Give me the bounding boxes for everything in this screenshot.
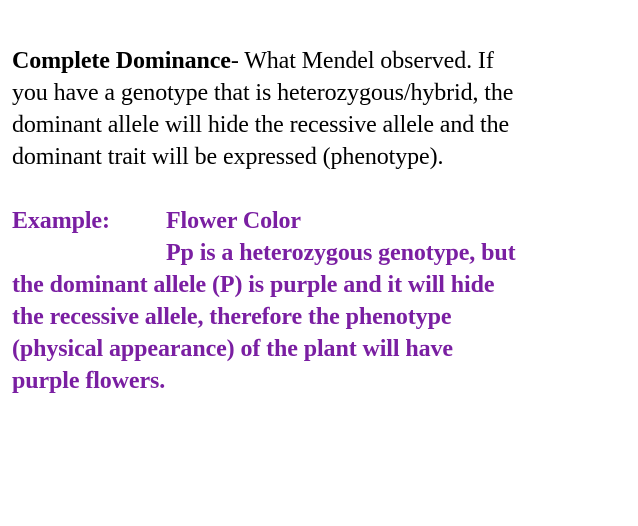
definition-term: Complete Dominance <box>12 48 231 74</box>
definition-line-1 <box>12 45 494 77</box>
example-line-3: the recessive allele, therefore the phenotype <box>12 304 452 330</box>
definition-line-1-rest: - What Mendel observed. If <box>230 48 494 74</box>
example-line-5: purple flowers. <box>12 368 166 394</box>
example-title: Flower Color <box>166 208 301 234</box>
example-line-4: (physical appearance) of the plant will have <box>12 336 453 362</box>
definition-line-3: dominant allele will hide the recessive allele and the <box>12 112 510 138</box>
example-line-2: the dominant allele (P) is purple and it will hide <box>12 272 495 298</box>
definition-line-4: dominant trait will be expressed (phenotype). <box>12 144 444 170</box>
example-label: Example: <box>12 208 110 234</box>
example-line-1: Pp is a heterozygous genotype, but <box>166 240 516 266</box>
definition-line-2: you have a genotype that is heterozygous/hybrid, the <box>12 80 514 106</box>
